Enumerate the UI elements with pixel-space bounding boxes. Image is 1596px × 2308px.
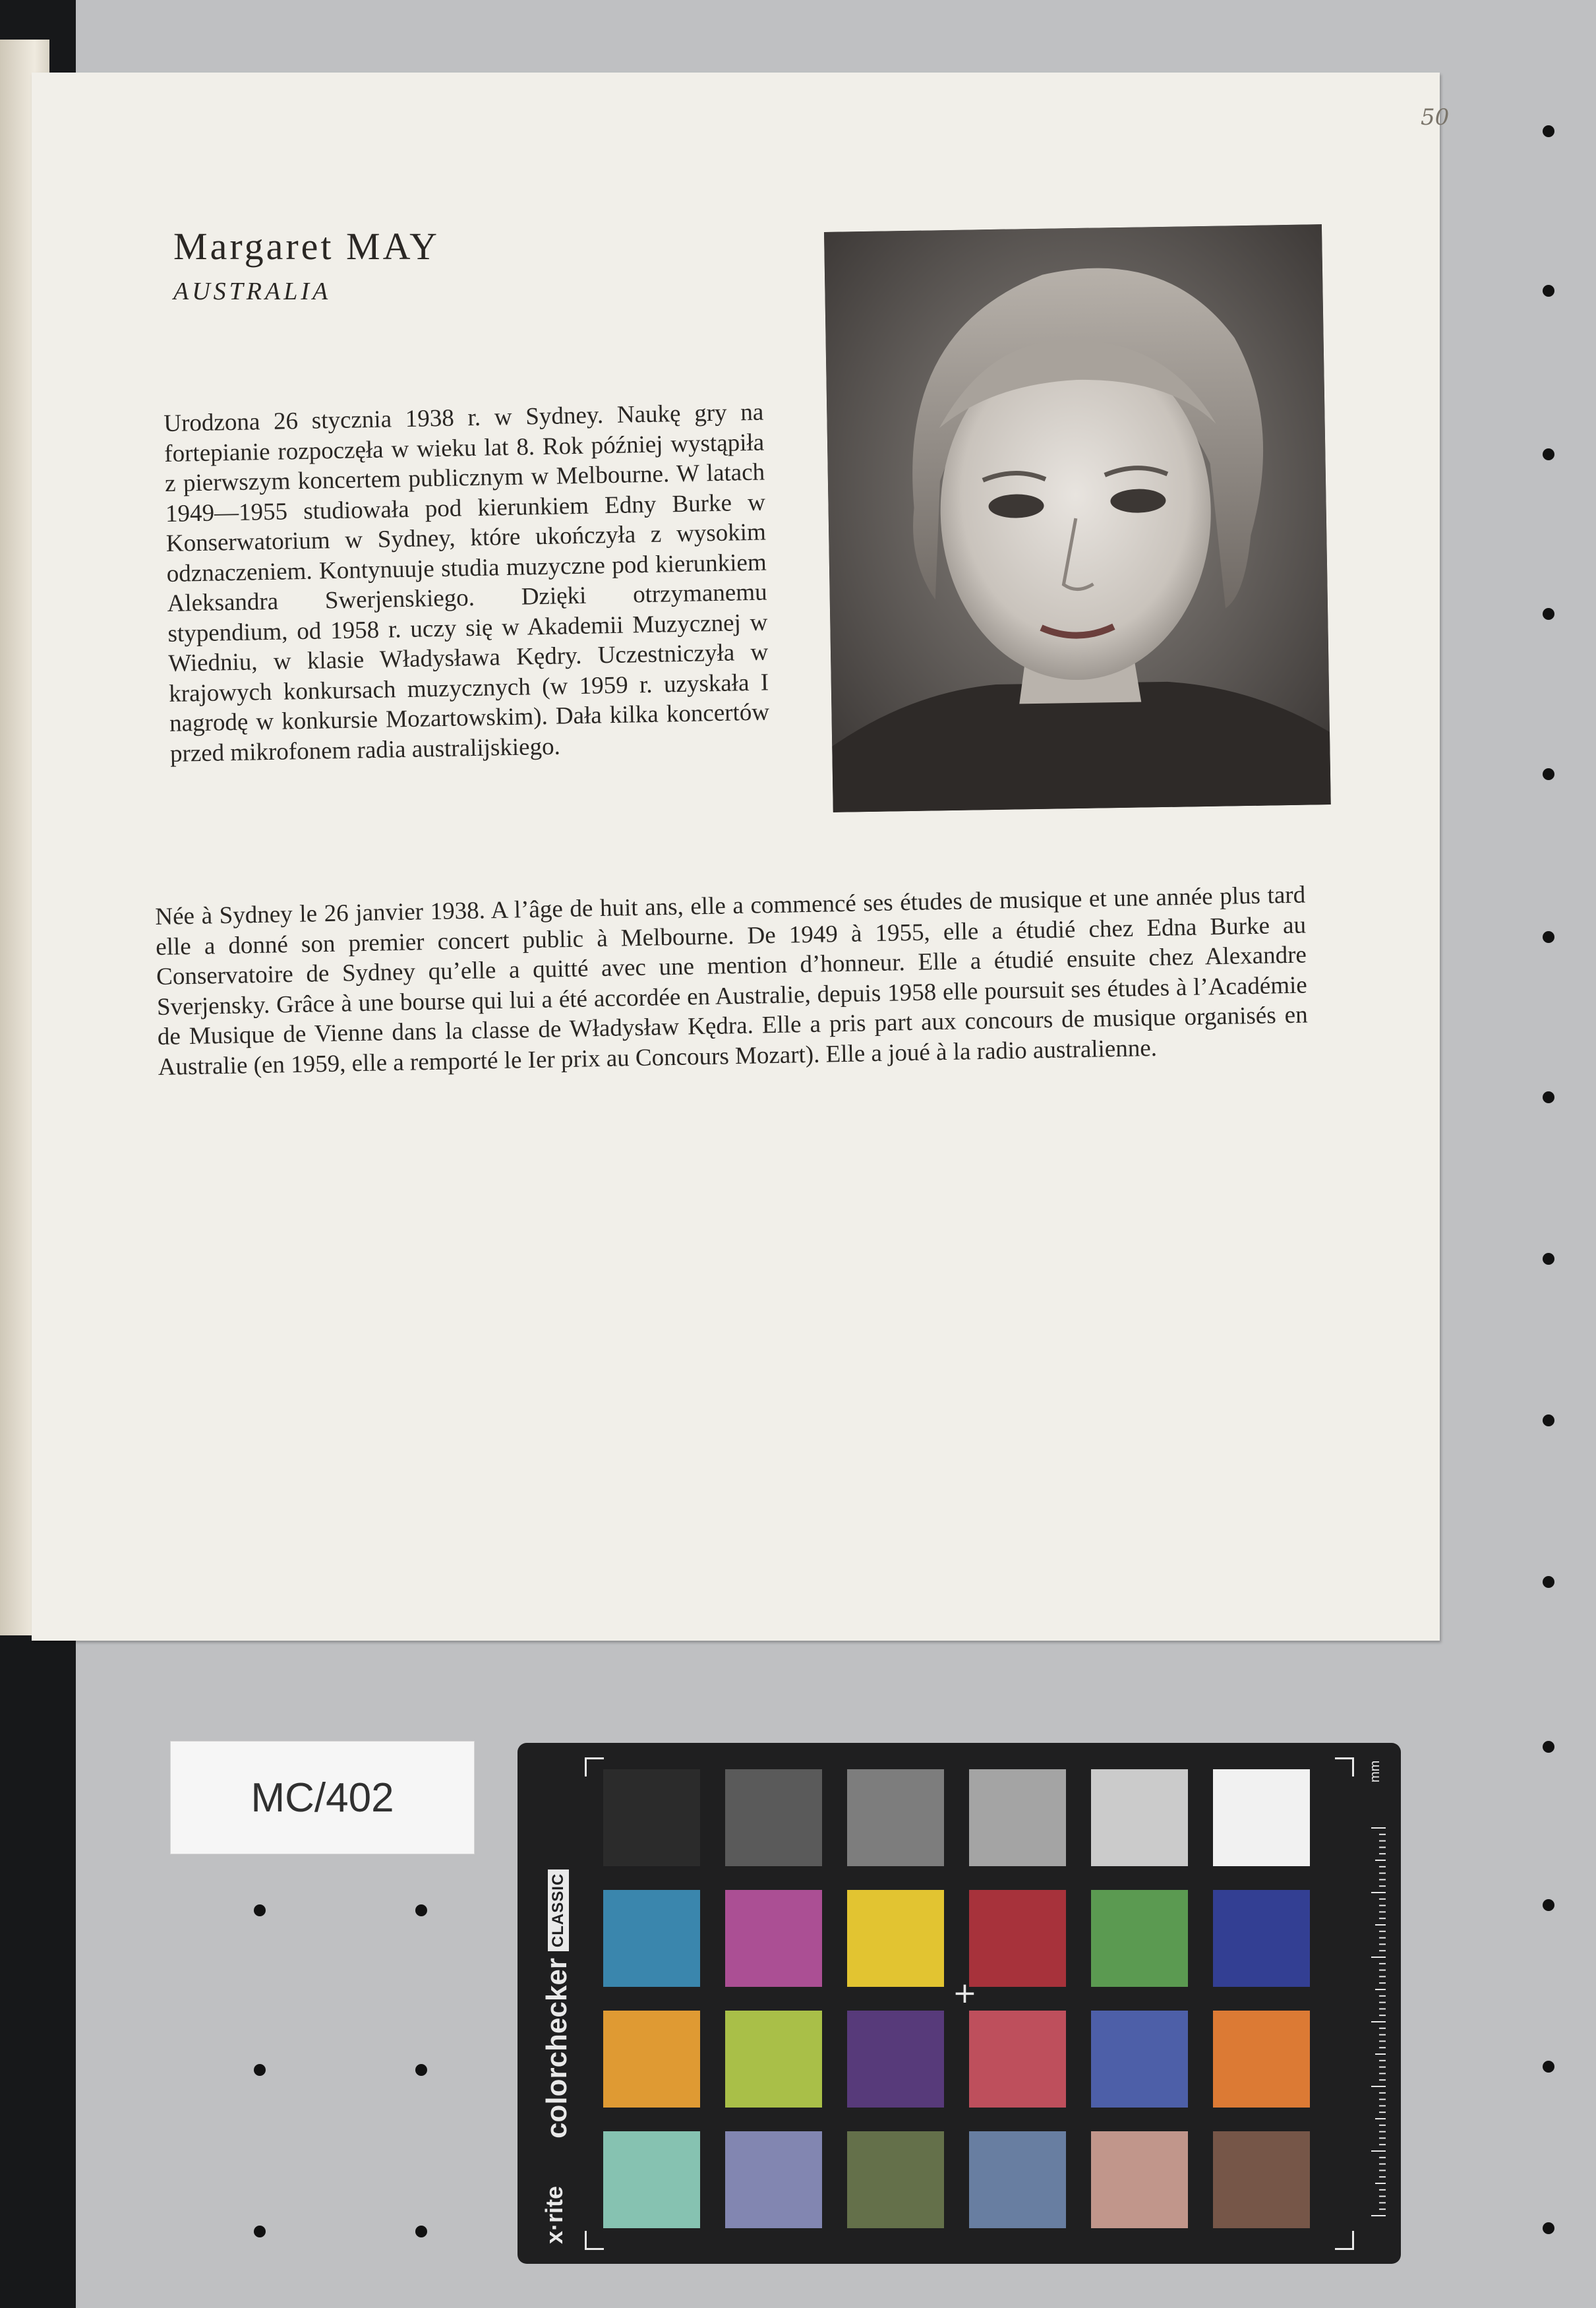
scanner-hole [1543,608,1554,620]
xrite-logo: x·rite [541,2185,568,2244]
color-swatch [847,2011,944,2108]
scanner-hole [1543,768,1554,780]
scanner-hole [254,2064,266,2076]
scanner-hole [1543,1741,1554,1753]
color-checker-card [517,1743,1401,2264]
crop-mark [585,2231,604,2250]
color-swatch [969,1890,1066,1987]
scanner-hole [1543,125,1554,137]
portrait-image [824,224,1331,812]
color-swatch [1213,1769,1310,1866]
scanner-hole [1543,2061,1554,2073]
biography-polish: Urodzona 26 stycznia 1938 r. w Sydney. Naukę gry na fortepianie rozpoczęła w wieku lat 8. Rok później wystąpiła z pierwszym koncertem publicznym w Melbourne. W latach 1949—1955 studiowała pod kierunkiem Edny Burke w Konserwatorium w Sydney, które ukończyła z wysokim odznaczeniem. Kontynuuje studia muzyczne pod kierunkiem Aleksandra Swerjenskiego. Dzięki otrzymanemu stypendium, od 1958 r. uczy się w Akademii Muzycznej w Wiedniu, w klasie Władysława Kędry. Uczestniczyła w krajowych konkursach muzycznych (w 1959 r. uzyskała I nagrodę w konkursie Mozartowskim). Dała kilka koncertów przed mikrofonem radia australijskiego. [163,398,770,768]
color-swatch [725,2131,822,2228]
biography-french: Née à Sydney le 26 janvier 1938. A l’âge de huit ans, elle a commencé ses études de musique et une année plus tard elle a donné son premier concert public à Melbourne. De 1949 à 1955, elle a étudié chez Edna Burke au Conservatoire de Sydney qu’elle a quitté avec une mention d’honneur. Elle a étudié ensuite chez Alexandre Sverjensky. Grâce à une bourse qui lui a été accordée en Australie, depuis 1958 elle poursuit ses études à l’Académie de Musique de Vienne dans la classe de Władysław Kędra. Elle a pris part aux concours de musique organisés en Australie (en 1959, elle a remporté le Ier prix au Concours Mozart). Elle a joué à la radio australienne. [155,881,1308,1081]
scanner-hole [1543,1414,1554,1426]
scanner-hole [254,1904,266,1916]
color-swatch [1213,2131,1310,2228]
color-swatch [969,2131,1066,2228]
color-swatch [847,1769,944,1866]
color-swatch [1213,1890,1310,1987]
color-swatch [1091,1890,1188,1987]
color-swatch [1091,1769,1188,1866]
page-number: 50 [1421,104,1450,131]
color-swatch [847,2131,944,2228]
crop-mark [1335,2231,1354,2250]
color-swatch [603,2011,700,2108]
scanner-hole [415,2226,427,2237]
color-swatch [1091,2131,1188,2228]
crop-mark [1335,1757,1354,1777]
scanner-hole [1543,931,1554,943]
color-swatch [1213,2011,1310,2108]
scanner-hole [1543,1253,1554,1265]
scanner-hole [1543,1899,1554,1911]
scanner-hole [415,1904,427,1916]
scanner-hole [1543,1576,1554,1588]
archive-label-card [170,1741,475,1854]
color-swatch [603,1769,700,1866]
scanner-hole [1543,448,1554,460]
color-swatch [969,2011,1066,2108]
scanner-hole [1543,285,1554,297]
color-swatch [847,1890,944,1987]
ruler-unit: mm [1368,1760,1382,1782]
scanner-hole [254,2226,266,2237]
scanner-hole [1543,2222,1554,2234]
crop-mark [585,1757,604,1777]
color-swatch [725,1769,822,1866]
center-crosshair: + [953,1976,977,2010]
scanner-hole [1543,1091,1554,1103]
portrait-photo [824,224,1331,812]
pianist-country: AUSTRALIA [173,278,332,305]
mm-ruler [1371,1825,1386,2221]
color-checker-brand: colorcheckerCLASSIC [541,1869,574,2139]
color-swatch [725,2011,822,2108]
color-checker-edition: CLASSIC [548,1869,569,1951]
color-swatch [1091,2011,1188,2108]
color-swatch [969,1769,1066,1866]
color-swatch [725,1890,822,1987]
color-swatch [603,1890,700,1987]
archive-label: MC/402 [251,1775,394,1821]
color-swatch [603,2131,700,2228]
pianist-name: Margaret MAY [173,225,440,268]
scanner-hole [415,2064,427,2076]
